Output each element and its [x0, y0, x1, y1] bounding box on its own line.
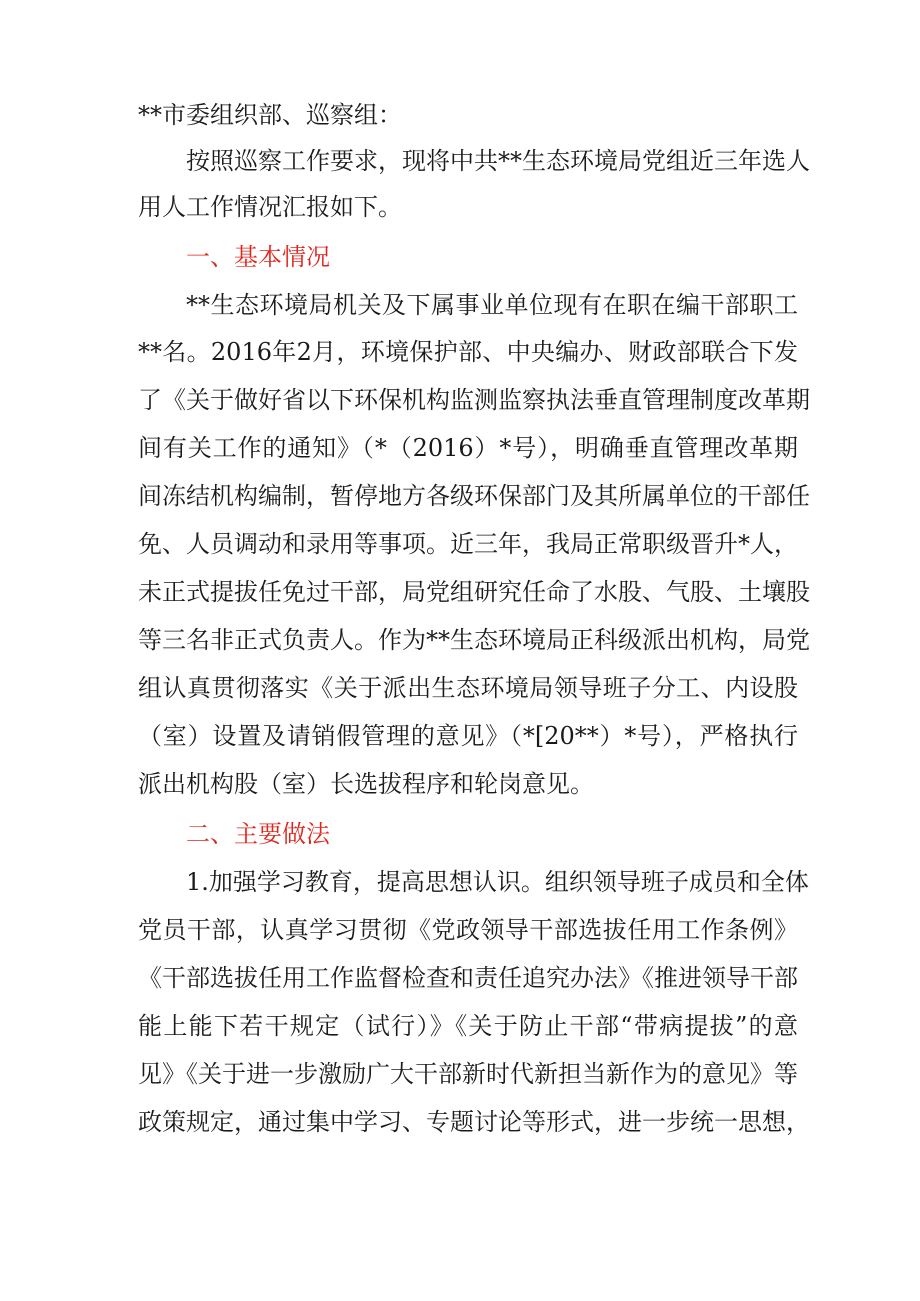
- section-heading-basic: 一、基本情况: [186, 243, 330, 271]
- section2-line-6: 政策规定，通过集中学习、专题讨论等形式，进一步统一思想，: [138, 1108, 810, 1136]
- section2-line-4: 能上能下若干规定（试行）》《关于防止干部“带病提拔”的意: [138, 1012, 798, 1040]
- section1-line-1: **生态环境局机关及下属事业单位现有在职在编干部职工: [186, 291, 798, 319]
- intro-line-2: 用人工作情况汇报如下。: [138, 193, 402, 221]
- section1-line-8: 等三名非正式负责人。作为**生态环境局正科级派出机构，局党: [138, 626, 810, 654]
- section1-line-6: 免、人员调动和录用等事项。近三年，我局正常职级晋升*人，: [138, 530, 798, 558]
- section1-line-7: 未正式提拔任免过干部，局党组研究任命了水股、气股、土壤股: [138, 578, 810, 606]
- section1-line-3: 了《关于做好省以下环保机构监测监察执法垂直管理制度改革期: [138, 386, 810, 414]
- section1-line-4: 间有关工作的通知》（*（2016）*号），明确垂直管理改革期: [138, 434, 798, 462]
- section2-line-2: 党员干部，认真学习贯彻《党政领导干部选拔任用工作条例》: [138, 916, 798, 944]
- section1-line-10: （室）设置及请销假管理的意见》（*[20**）*号），严格执行: [138, 722, 798, 750]
- section2-line-5: 见》《关于进一步激励广大干部新时代新担当新作为的意见》等: [138, 1060, 798, 1088]
- section1-line-5: 间冻结机构编制，暂停地方各级环保部门及其所属单位的干部任: [138, 482, 810, 510]
- intro-line-1: 按照巡察工作要求，现将中共**生态环境局党组近三年选人: [186, 147, 810, 175]
- section1-line-2: **名。2016年2月，环境保护部、中央编办、财政部联合下发: [138, 338, 798, 366]
- section2-line-1: 1.加强学习教育，提高思想认识。组织领导班子成员和全体: [186, 868, 809, 896]
- section1-line-9: 组认真贯彻落实《关于派出生态环境局领导班子分工、内设股: [138, 674, 798, 702]
- salutation: **市委组织部、巡察组：: [138, 101, 402, 129]
- section-heading-practices: 二、主要做法: [186, 820, 330, 848]
- section1-line-11: 派出机构股（室）长选拔程序和轮岗意见。: [138, 770, 594, 798]
- section2-line-3: 《干部选拔任用工作监督检查和责任追究办法》《推进领导干部: [138, 964, 798, 992]
